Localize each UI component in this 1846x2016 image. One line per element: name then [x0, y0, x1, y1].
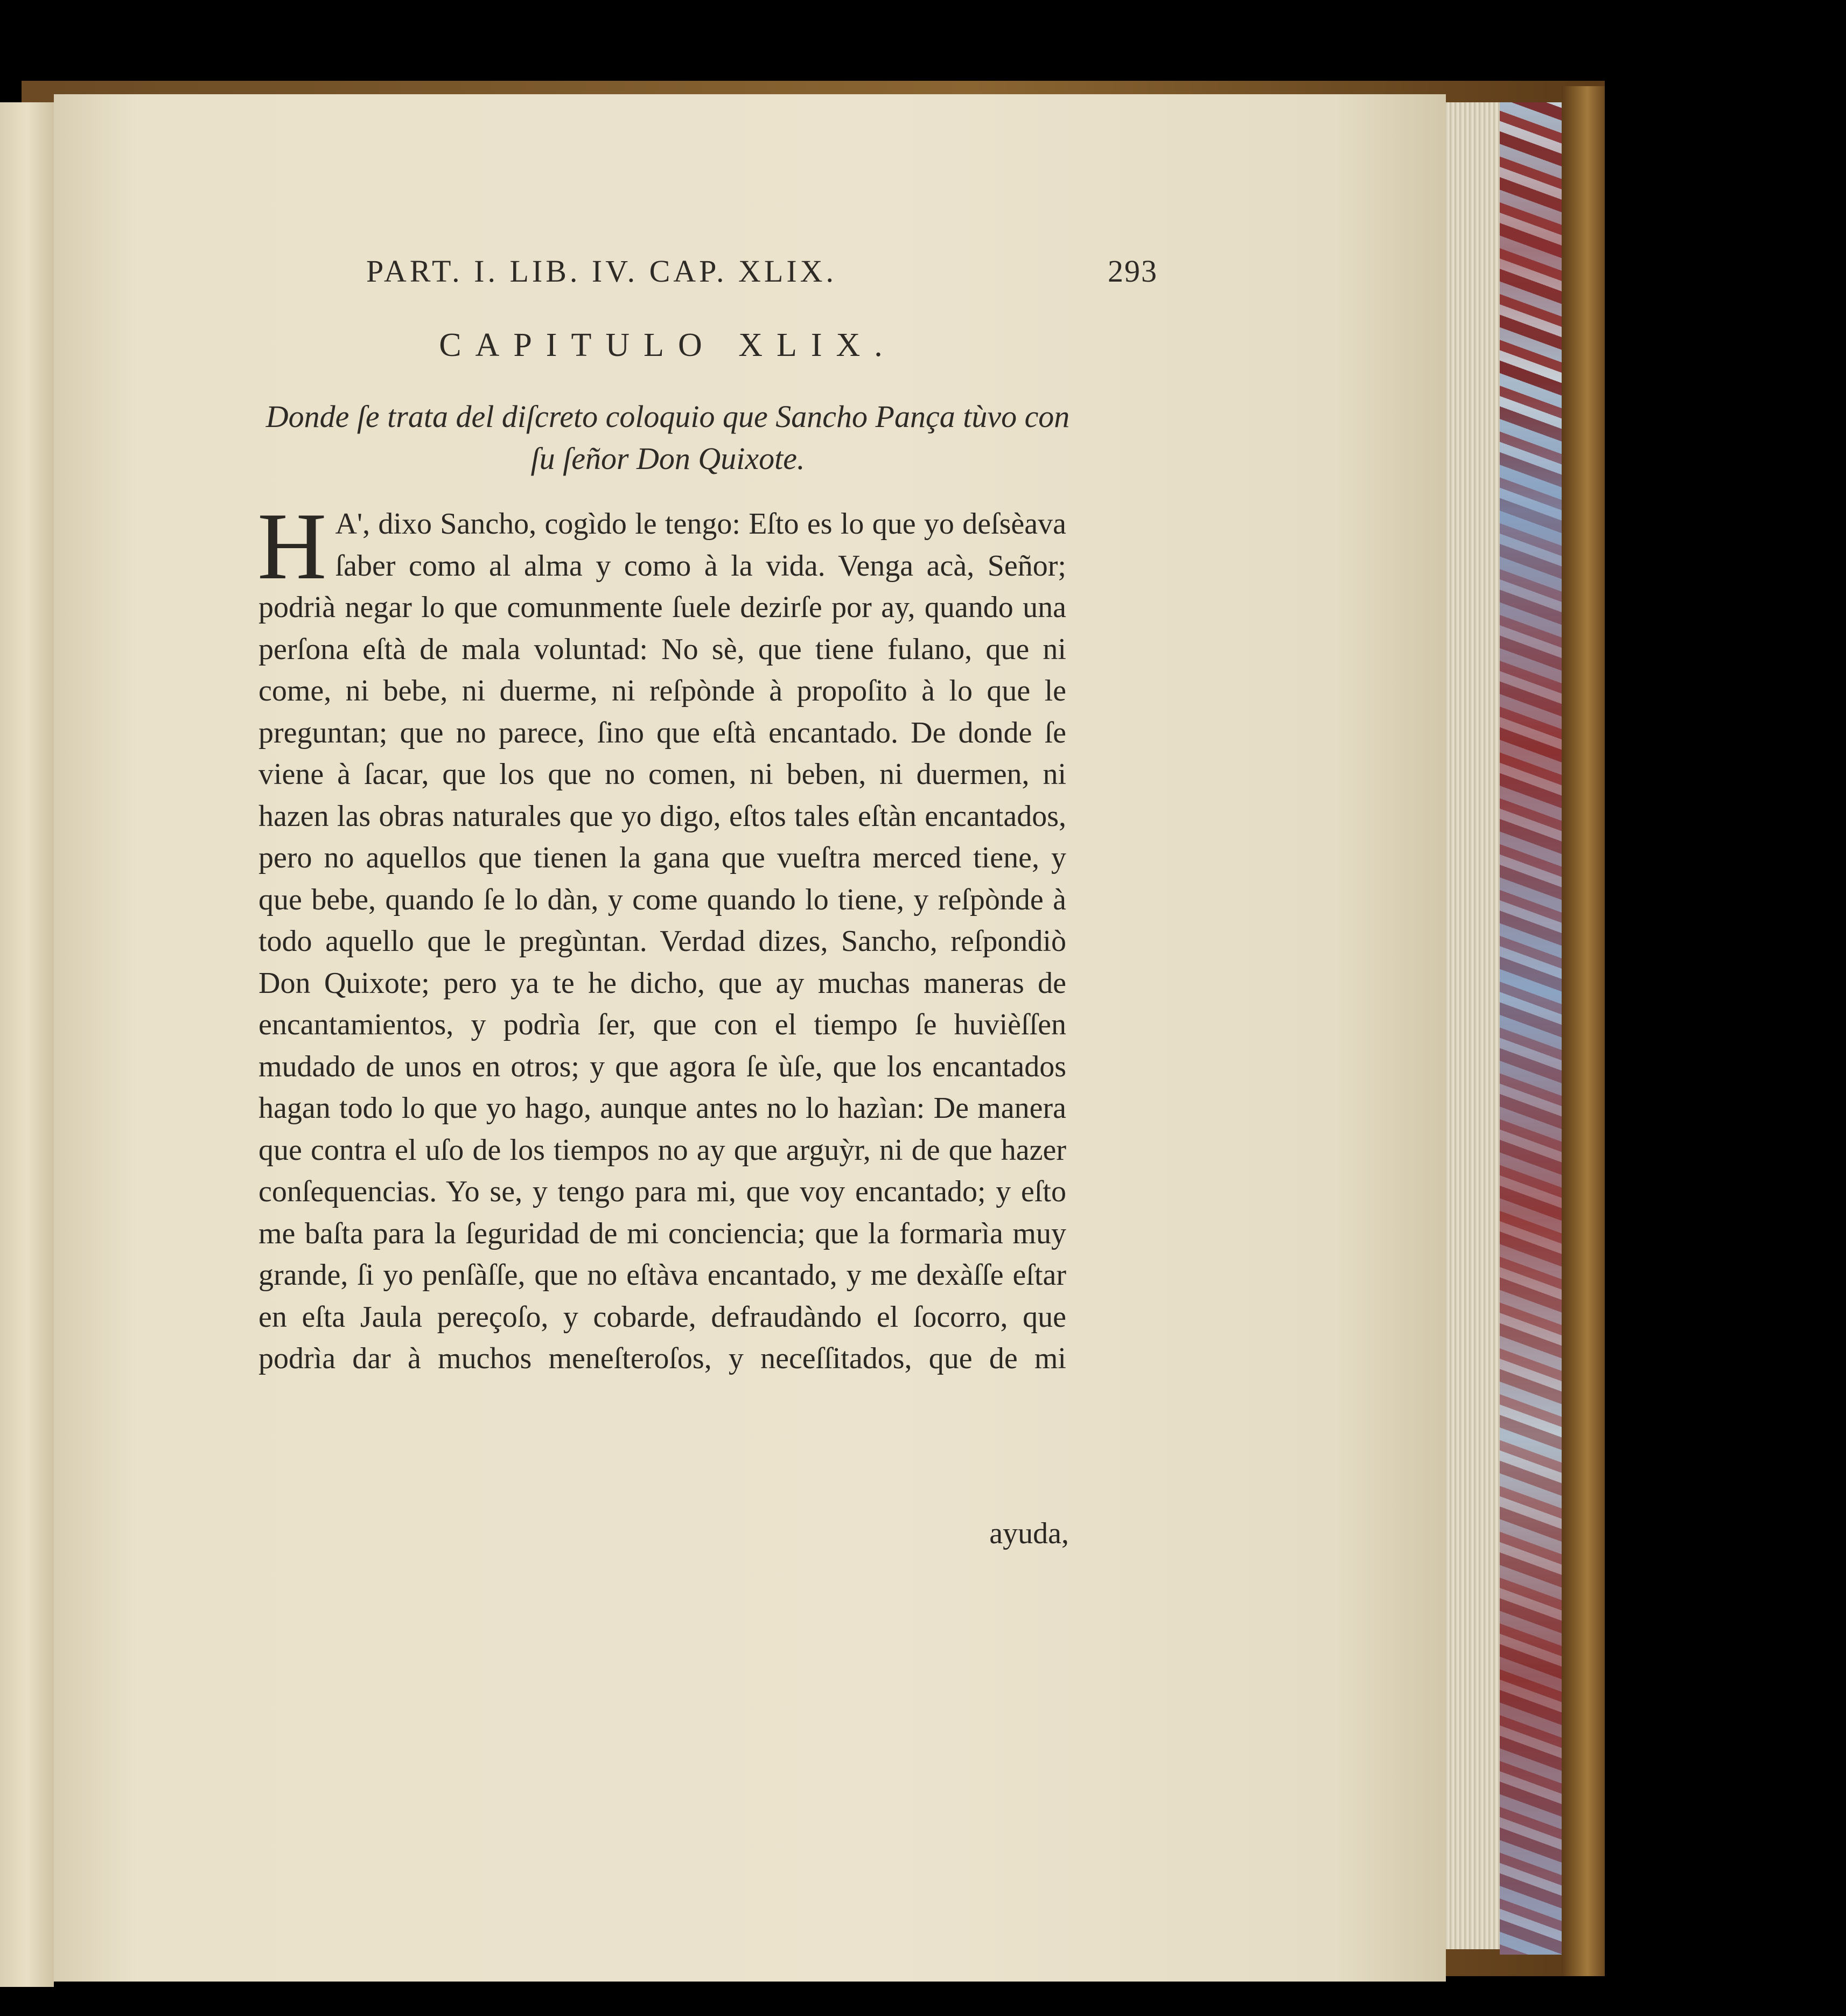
- page-header: [366, 253, 1158, 291]
- body-paragraph: A', dixo Sancho, cogìdo le tengo: Eſto es lo que yo deſsèava ſaber como al alma y como à la vida. Venga acà, Señor; podrià negar lo que comunmente ſuele dezirſe por ay, quando una perſona eſtà de mala voluntad: No sè, que tiene fulano, que ni come, ni bebe, ni duerme, ni reſpònde à propoſito à lo que le preguntan; que no parece, ſino que eſtà encantado. De donde ſe viene à ſacar, que los que no comen, ni beben, ni duermen, ni hazen las obras naturales que yo digo, eſtos tales eſtàn encantados, pero no aquellos que tienen la gana que vueſtra merced tiene, y que bebe, quando ſe lo dàn, y come quando lo tiene, y reſpònde à todo aquello que le pregùntan. Verdad dizes, Sancho, reſpondiò Don Quixote; pero ya te he dicho, que ay muchas maneras de encantamientos, y podrìa ſer, que con el tiempo ſe huvièſſen mudado de unos en otros; y que agora ſe ùſe, que los encantados hagan todo lo que yo hago, aunque antes no lo hazìan: De manera que contra el uſo de los tiempos no ay que arguỳr, ni de que hazer conſequencias. Yo se, y tengo para mi, que voy encantado; y eſto me baſta para la ſeguridad de mi conciencia; que la formarìa muy grande, ſi yo penſàſſe, que no eſtàva encantado, y me dexàſſe eſtar en eſta Jaula pereçoſo, y cobarde, defraudàndo el ſocorro, que podrìa dar à muchos meneſteroſos, y neceſſitados, que de mi: [258, 507, 1066, 1375]
- chapter-subtitle: Donde ſe trata del diſcreto coloquio que Sancho Pança tùvo con ſu ſeñor Don Quixote.: [265, 399, 1070, 476]
- body-text: [257, 493, 1066, 1380]
- drop-cap: H: [257, 493, 327, 599]
- catchword: ayuda,: [989, 1517, 1069, 1550]
- marbled-endpaper: [1500, 102, 1562, 1955]
- page-number: 293: [1108, 254, 1158, 289]
- page-edges: [1446, 102, 1500, 1949]
- running-head: PART. I. LIB. IV. CAP. XLIX.: [366, 254, 837, 289]
- left-page-edge: [0, 102, 54, 1987]
- book-spine: [1562, 86, 1605, 1976]
- chapter-title: CAPITULO XLIX.: [439, 327, 897, 363]
